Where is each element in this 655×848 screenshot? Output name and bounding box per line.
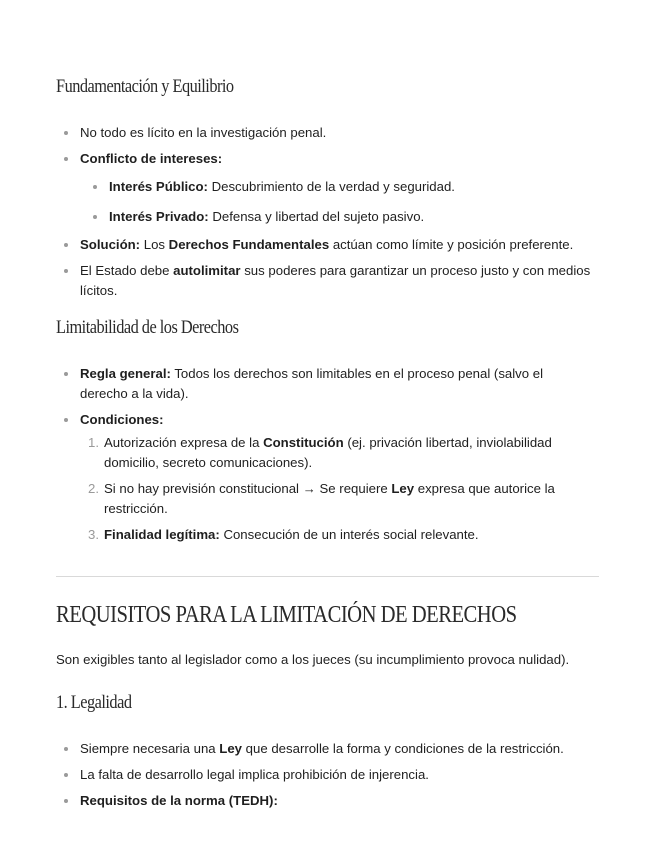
list-item-text: Todos los derechos son limitables en el proceso penal (salvo el derecho a la vida). [80, 366, 544, 401]
list-item-number: 2. [88, 481, 99, 496]
list-item [56, 123, 601, 143]
section-heading-fundamentacion: Fundamentación y Equilibrio [56, 76, 234, 97]
list-item-text: No todo es lícito en la investigación penal. [80, 125, 327, 140]
fundamentacion-list [56, 123, 601, 301]
condiciones-list [56, 433, 576, 551]
list-item-text: actúan como límite y posición preferente. [329, 237, 574, 252]
list-item-text: El Estado debe [80, 263, 174, 278]
list-item [56, 479, 576, 519]
list-item-emphasis: Constitución [263, 435, 344, 450]
list-item-text: que desarrolle la forma y condiciones de la restricción. [242, 741, 564, 756]
list-item-emphasis: Derechos Fundamentales [168, 237, 330, 252]
list-item [56, 410, 601, 430]
list-item-label: Solución: [80, 237, 141, 252]
list-item-label: Requisitos de la norma (TEDH): [80, 793, 278, 808]
list-item-text: sus poderes para garantizar un proceso justo y con medios lícitos. [80, 263, 591, 298]
list-item-text: Los [140, 237, 169, 252]
section-heading-legalidad: 1. Legalidad [56, 692, 132, 713]
list-item [56, 765, 601, 785]
list-item-label: Conflicto de intereses: [80, 151, 223, 166]
list-item [56, 791, 601, 811]
list-item-label: Condiciones: [80, 412, 164, 427]
limitabilidad-list [56, 364, 601, 436]
list-item [56, 739, 601, 759]
conflict-sublist [80, 177, 601, 227]
list-item [56, 364, 601, 404]
list-item-label: Regla general: [80, 366, 171, 381]
list-item-label: Interés Público: [109, 179, 208, 194]
list-item-label: Finalidad legítima: [104, 527, 220, 542]
section-divider [56, 576, 599, 577]
list-item-text: La falta de desarrollo legal implica prohibición de injerencia. [80, 767, 429, 782]
list-item [56, 433, 576, 473]
list-item-number: 3. [88, 527, 99, 542]
list-item-text: Si no hay previsión constitucional → Se requiere [104, 481, 392, 496]
list-item-text: Autorización expresa de la [104, 435, 264, 450]
list-item-text: Defensa y libertad del sujeto pasivo. [208, 209, 425, 224]
list-item [56, 149, 601, 227]
list-item-emphasis: autolimitar [173, 263, 241, 278]
list-item [80, 177, 601, 197]
legalidad-list [56, 739, 601, 811]
requisitos-intro: Son exigibles tanto al legislador como a los jueces (su incumplimiento provoca nulidad). [56, 652, 570, 667]
list-item-text: Consecución de un interés social relevante. [219, 527, 479, 542]
list-item [80, 207, 601, 227]
list-item-text: (ej. privación libertad, inviolabilidad domicilio, secreto comunicaciones). [104, 435, 552, 470]
list-item-text: Siempre necesaria una [80, 741, 220, 756]
list-item-number: 1. [88, 435, 99, 450]
list-item-text: Descubrimiento de la verdad y seguridad. [207, 179, 455, 194]
section-heading-requisitos: REQUISITOS PARA LA LIMITACIÓN DE DERECHOS [56, 602, 517, 628]
section-heading-limitabilidad: Limitabilidad de los Derechos [56, 317, 239, 338]
list-item-emphasis: Ley [391, 481, 415, 496]
list-item-text: expresa que autorice la restricción. [104, 481, 555, 516]
list-item-emphasis: Ley [219, 741, 243, 756]
list-item-label: Interés Privado: [109, 209, 209, 224]
list-item [56, 261, 601, 301]
list-item [56, 235, 601, 255]
list-item [56, 525, 576, 545]
